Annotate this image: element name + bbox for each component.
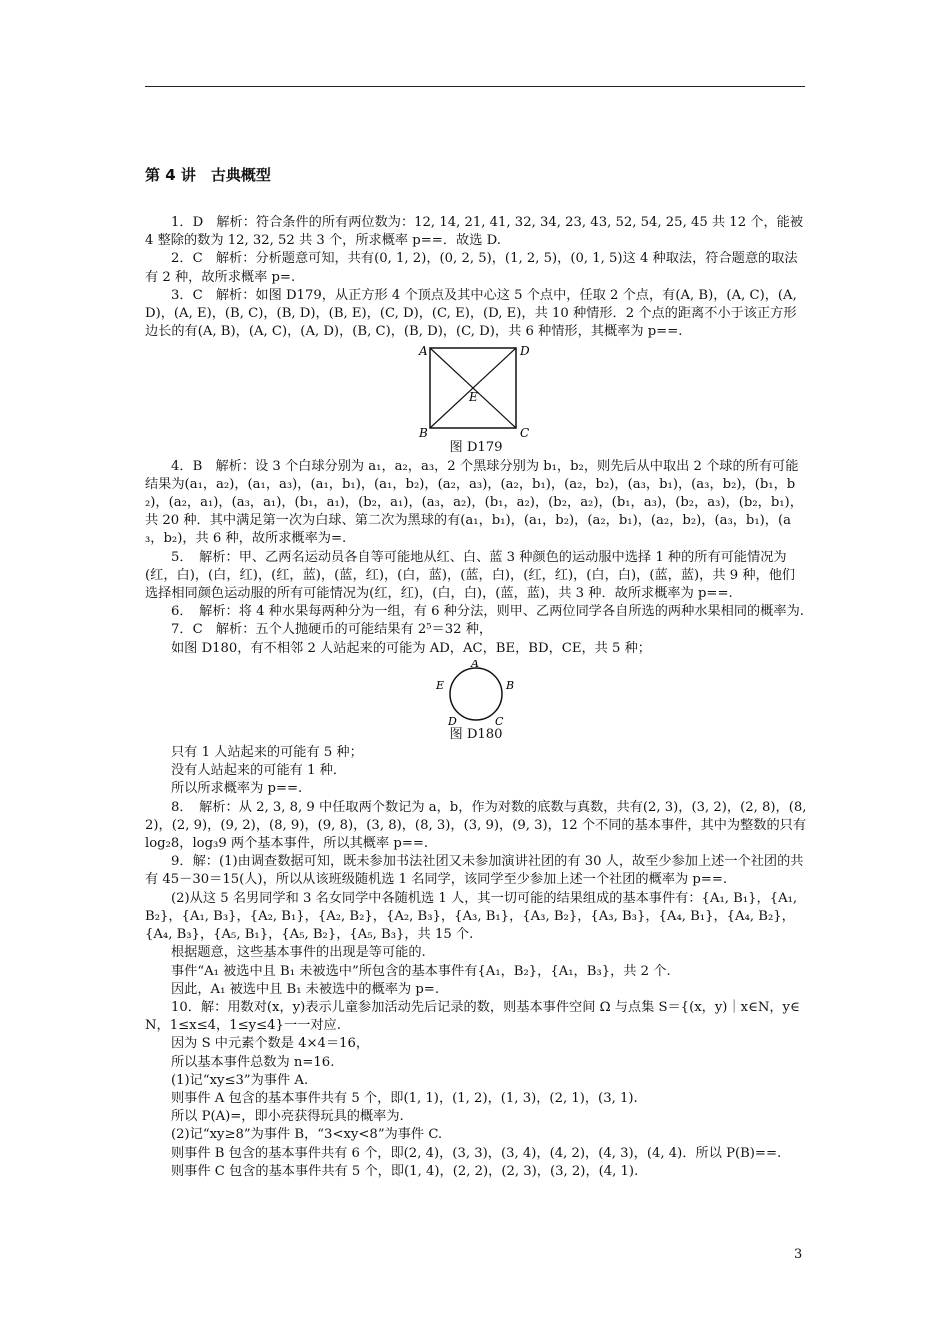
solution-7-figure-ref: 如图 D180，有不相邻 2 人站起来的可能为 AD，AC，BE，BD，CE，共 5 种； — [171, 640, 651, 656]
square-diagram — [416, 343, 536, 439]
figure-d180-caption: 图 D180 — [449, 726, 503, 742]
figure-d179 — [145, 343, 807, 457]
solution-5: 5． 解析：甲、乙两名运动员各自等可能地从红、白、蓝 3 种颜色的运动服中选择 1 种的所有可能情况为(红，白)，(白，红)，(红，蓝)，(蓝，红)，(白，蓝)，(蓝，白)，(红，红)，(白，白)，(蓝，蓝)，共 9 种，他们选择相同颜色运动服的所有可能情况为(红，红)，(白，白)，(蓝，蓝)，共 3 种．故所求概率为 p==. — [145, 549, 796, 602]
solution-10-line-9: 则事件 C 包含的基本事件共有 5 个，即(1, 4)，(2, 2)，(2, 3)，(3, 2)，(4, 1). — [171, 1163, 639, 1179]
label-c: C — [495, 714, 504, 726]
label-d: D — [448, 714, 457, 726]
solution-10-line-4: (1)记“xy≤3”为事件 A. — [171, 1072, 309, 1088]
solution-9-part-1: 9．解：(1)由调查数据可知，既未参加书法社团又未参加演讲社团的有 30 人，故至少参加上述一个社团的共有 45－30＝15(人)，所以从该班级随机选 1 名同学，该同学至少参加上述一个社团的概率为 p==. — [145, 854, 804, 888]
solution-9-line-5: 因此，A₁ 被选中且 B₁ 未被选中的概率为 p=. — [171, 981, 440, 997]
solution-7: 7．C 解析：五个人抛硬币的可能结果有 2⁵＝32 种， — [171, 622, 493, 638]
label-e: E — [469, 390, 478, 405]
solution-9-line-4: 事件“A₁ 被选中且 B₁ 未被选中”所包含的基本事件有{A₁，B₂}，{A₁，B₃}，共 2 个. — [171, 963, 671, 979]
solution-10-line-2: 因为 S 中元素个数是 4×4＝16， — [171, 1036, 370, 1052]
label-c: C — [520, 426, 530, 440]
solution-8: 8． 解析：从 2, 3, 8, 9 中任取两个数记为 a，b，作为对数的底数与真数，共有(2, 3)，(3, 2)，(2, 8)，(8, 2)，(2, 9)，(9, 2)，(8, 9)，(9, 8)，(3, 8)，(8, 3)，(3, 9)，(9, 3)，12 个不同的基本事件，其中为整数的只有 log₂8，log₃9 两个基本事件，所以其概率 p==. — [145, 799, 807, 852]
label-e: E — [436, 678, 445, 692]
solution-10: 10．解：用数对(x，y)表示儿童参加活动先后记录的数，则基本事件空间 Ω 与点集 S＝{(x，y)｜x∈N，y∈N，1≤x≤4，1≤y≤4}一一对应. — [145, 999, 800, 1034]
label-a: A — [419, 344, 428, 359]
solution-10-line-7: (2)记“xy≥8”为事件 B，“3<xy<8”为事件 C. — [171, 1127, 443, 1143]
label-a: A — [471, 659, 479, 670]
figure-d180 — [145, 660, 807, 744]
solution-4: 4．B 解析：设 3 个白球分别为 a₁，a₂，a₃，2 个黑球分别为 b₁，b₂，则先后从中取出 2 个球的所有可能结果为(a₁，a₂)，(a₁，a₃)，(a₁，b₁)，(a₁，b₂)，(a₂，a₃)，(a₂，b₁)，(a₂，b₂)，(a₃，b₁)，(a₃，b₂)，(b₁，b₂)，(a₂，a₁)，(a₃，a₁)，(b₁，a₁)，(b₂，a₁)，(a₃，a₂)，(b₁，a₂)，(b₂，a₂)，(b₁，a₃)，(b₂，a₃)，(b₂，b₁)，共 20 种．其中满足第一次为白球、第二次为黑球的有(a₁，b₁)，(a₁，b₂)，(a₂，b₁)，(a₂，b₂)，(a₃，b₁)，(a₃，b₂)，共 6 种，故所求概率为=. — [145, 458, 803, 547]
label-b: B — [419, 426, 428, 440]
label-d: D — [520, 344, 530, 359]
solution-3: 3．C 解析：如图 D179，从正方形 4 个顶点及其中心这 5 个点中，任取 2 个点，有(A, B)，(A, C)，(A, D)，(A, E)，(B, C)，(B, D)，(B, E)，(C, D)，(C, E)，(D, E)，共 10 种情形．2 个点的距离不小于该正方形边长的有(A, B)，(A, C)，(A, D)，(B, C)，(B, D)，(C, D)，共 6 种情形，其概率为 p==. — [145, 287, 797, 340]
section-title: 第 4 讲 古典概型 — [145, 166, 271, 184]
solution-9-line-3: 根据题意，这些基本事件的出现是等可能的. — [171, 945, 426, 961]
label-b: B — [506, 678, 515, 692]
solution-7-line-4: 没有人站起来的可能有 1 种． — [171, 763, 347, 779]
solution-2: 2．C 解析：分析题意可知，共有(0, 1, 2)，(0, 2, 5)，(1, 2, 5)，(0, 1, 5)这 4 种取法，符合题意的取法有 2 种，故所求概率 p=. — [145, 251, 798, 285]
solution-7-line-3: 只有 1 人站起来的可能有 5 种； — [171, 745, 363, 761]
solution-1: 1．D 解析：符合条件的所有两位数为：12, 14, 21, 41, 32, 34, 23, 43, 52, 54, 25, 45 共 12 个，能被 4 整除的数为 12, 32, 52 共 3 个，所求概率 p==．故选 D. — [145, 215, 804, 249]
solution-10-line-8: 则事件 B 包含的基本事件共有 6 个，即(2, 4)，(3, 3)，(3, 4)，(4, 2)，(4, 3)，(4, 4)．所以 P(B)==. — [171, 1145, 782, 1161]
solution-10-line-3: 所以基本事件总数为 n=16. — [171, 1054, 335, 1070]
circle-diagram — [431, 660, 521, 726]
solution-10-line-6: 所以 P(A)=，即小亮获得玩具的概率为. — [171, 1109, 404, 1125]
solution-9-part-2: (2)从这 5 名男同学和 3 名女同学中各随机选 1 人，其一切可能的结果组成的基本事件有：{A₁, B₁}，{A₁, B₂}，{A₁, B₃}，{A₂, B₁}，{A₂, B₂}，{A₂, B₃}，{A₃, B₁}，{A₃, B₂}，{A₃, B₃}，{A₄, B₁}，{A₄, B₂}，{A₄, B₃}，{A₅, B₁}，{A₅, B₂}，{A₅, B₃}，共 15 个. — [145, 890, 798, 943]
solution-10-line-5: 则事件 A 包含的基本事件共有 5 个，即(1, 1)，(1, 2)，(1, 3)，(2, 1)，(3, 1). — [171, 1090, 638, 1106]
solution-text — [145, 214, 807, 1181]
solution-7-line-5: 所以所求概率为 p==. — [171, 781, 303, 797]
figure-d179-caption: 图 D179 — [449, 440, 503, 456]
solution-6: 6． 解析：将 4 种水果每两种分为一组，有 6 种分法，则甲、乙两位同学各自所选的两种水果相同的概率为. — [171, 604, 804, 620]
page-number: 3 — [794, 1247, 803, 1262]
header-rule — [145, 86, 805, 87]
